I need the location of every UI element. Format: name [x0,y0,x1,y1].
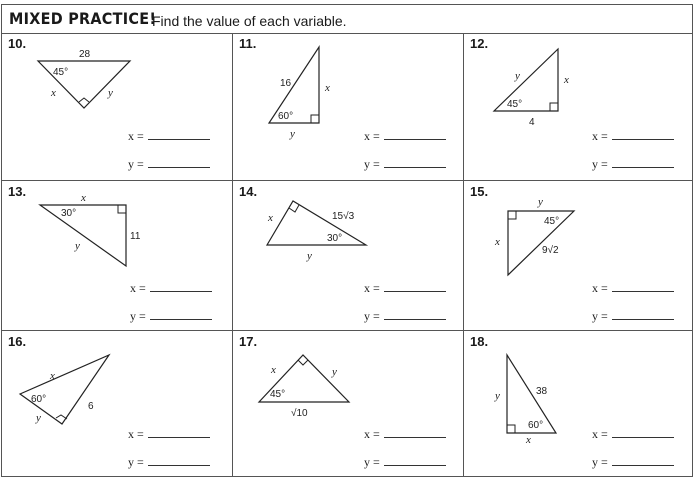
answer-blank[interactable] [384,282,446,292]
triangle-shape [38,61,130,108]
answer-blank[interactable] [612,282,674,292]
answer-blank[interactable] [150,282,212,292]
right-angle-mark [118,205,126,213]
answer-blank[interactable] [384,158,446,168]
answer-y: y = [592,309,674,324]
answer-blank[interactable] [612,456,674,466]
side-label: x [271,364,276,376]
side-label: 4 [529,117,535,128]
problem-10 [2,33,233,181]
problem-number: 18. [470,334,489,349]
side-label: 16 [280,78,292,89]
answer-y: y = [364,157,446,172]
problem-number: 11. [239,36,257,51]
right-angle-mark [311,115,319,123]
problem-number: 12. [470,36,489,51]
triangle-shape [269,47,319,123]
side-label: y [307,250,312,262]
angle-label: 60° [528,420,544,431]
problem-15 [464,181,692,331]
problem-grid [2,33,692,476]
answer-y: y = [592,157,674,172]
answer-x: x = [128,427,210,442]
side-label: 38 [536,386,548,397]
answer-x: x = [592,129,674,144]
right-angle-mark [298,360,308,365]
angle-label: 60° [31,394,47,405]
worksheet-title: MIXED PRACTICE! [9,9,157,28]
side-label: √10 [291,408,308,419]
side-label: x [268,212,273,224]
answer-y: y = [592,455,674,470]
problem-number: 13. [8,184,27,199]
answer-blank[interactable] [384,130,446,140]
side-label: 11 [130,231,141,242]
answer-x: x = [592,281,674,296]
answer-y: y = [128,157,210,172]
answer-blank[interactable] [384,428,446,438]
side-label: x [325,82,330,94]
problem-11 [233,33,464,181]
answer-y: y = [364,309,446,324]
angle-label: 30° [61,208,77,219]
angle-label: 45° [544,216,560,227]
side-label: 6 [88,401,94,412]
side-label: y [75,240,80,252]
problem-number: 16. [8,334,27,349]
answer-blank[interactable] [384,456,446,466]
side-label: 9√2 [542,245,559,256]
answer-y: y = [128,455,210,470]
problem-16 [2,331,233,476]
right-angle-mark [79,98,89,102]
answer-blank[interactable] [148,158,210,168]
angle-label: 30° [327,233,343,244]
problem-12 [464,33,692,181]
problem-number: 17. [239,334,258,349]
angle-label: 45° [53,67,69,78]
side-label: y [36,412,41,424]
worksheet-instructions: Find the value of each variable. [152,13,347,29]
side-label: y [538,196,543,208]
side-label: x [495,236,500,248]
answer-x: x = [128,129,210,144]
answer-y: y = [364,455,446,470]
side-label: x [564,74,569,86]
answer-x: x = [130,281,212,296]
answer-blank[interactable] [148,130,210,140]
answer-blank[interactable] [612,310,674,320]
answer-blank[interactable] [612,158,674,168]
right-angle-mark [507,425,515,433]
side-label: 28 [79,49,91,60]
answer-blank[interactable] [150,310,212,320]
problem-number: 15. [470,184,489,199]
side-label: y [290,128,295,140]
right-angle-mark [508,211,516,219]
triangle-shape [40,205,126,266]
worksheet-header [2,5,692,34]
problem-18 [464,331,692,476]
triangle-shape [20,355,109,424]
answer-x: x = [364,129,446,144]
side-label: 15√3 [332,211,355,222]
side-label: y [495,390,500,402]
answer-x: x = [592,427,674,442]
triangle-shape [508,211,574,275]
angle-label: 60° [278,111,294,122]
right-angle-mark [550,103,558,111]
side-label: y [515,70,520,82]
problem-number: 14. [239,184,258,199]
worksheet [1,4,693,477]
answer-blank[interactable] [612,428,674,438]
answer-y: y = [130,309,212,324]
problem-17 [233,331,464,476]
answer-blank[interactable] [148,456,210,466]
side-label: x [51,87,56,99]
problem-14 [233,181,464,331]
answer-blank[interactable] [612,130,674,140]
triangle-shape [494,49,558,111]
triangle-shape [267,201,366,245]
problem-number: 10. [8,36,27,51]
answer-blank[interactable] [148,428,210,438]
side-label: y [332,366,337,378]
angle-label: 45° [507,99,523,110]
right-angle-mark [56,415,67,419]
side-label: x [50,370,55,382]
answer-x: x = [364,281,446,296]
answer-x: x = [364,427,446,442]
side-label: x [526,434,531,446]
angle-label: 45° [270,389,286,400]
problem-13 [2,181,233,331]
answer-blank[interactable] [384,310,446,320]
side-label: y [108,87,113,99]
side-label: x [81,192,86,204]
